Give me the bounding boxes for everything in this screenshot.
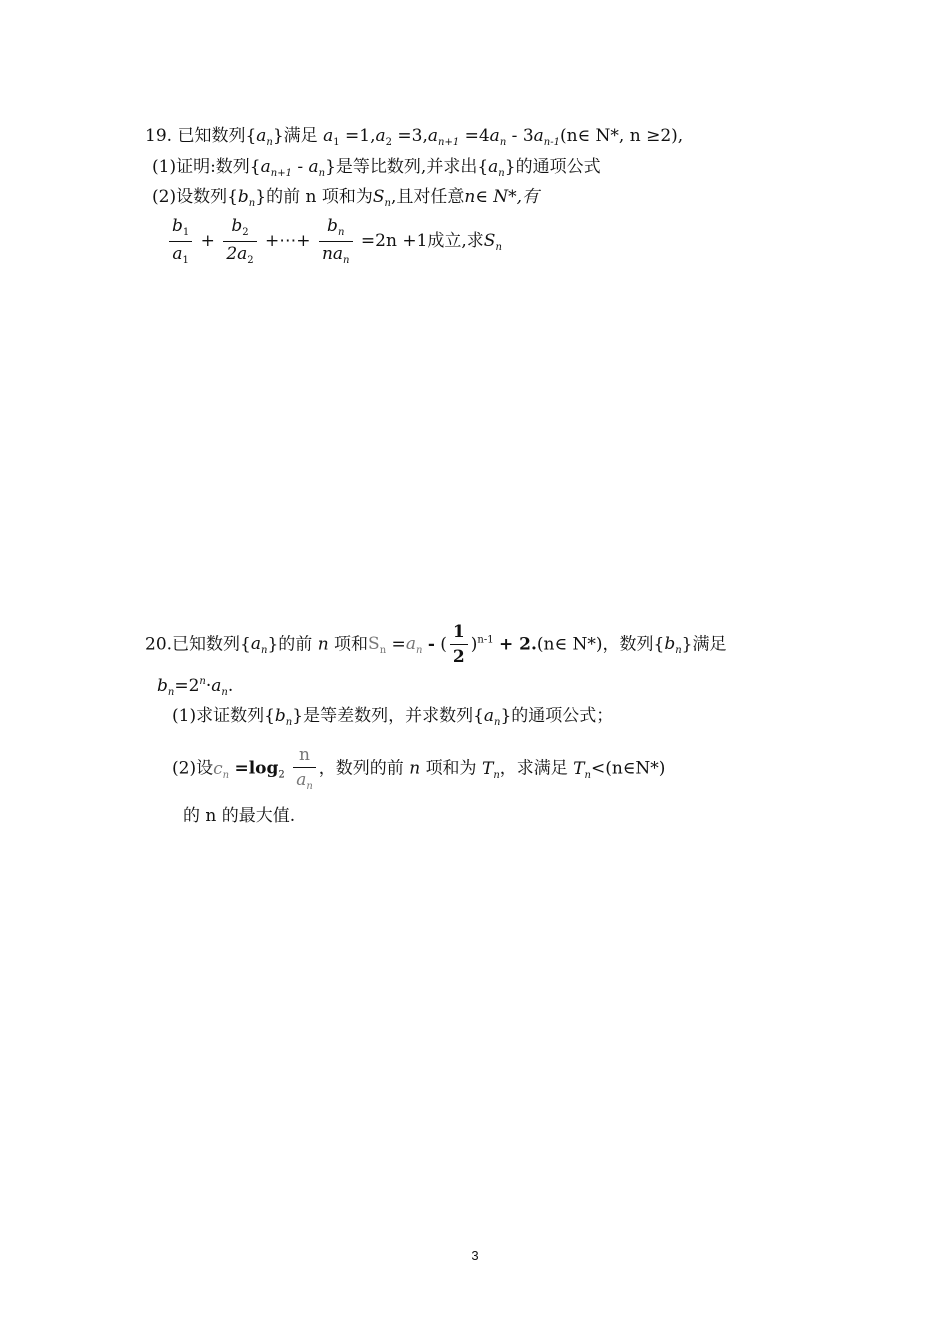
q19-part2: (2)设数列$\{b_n\}$的前 n 项和为$S_n$,且对任意n∈ N*,有 — [152, 187, 540, 209]
q19-equation: $\frac{b_1}{a_1}$ + $\frac{b_2}{2a_2}$ +⋯+ $\frac{b_n}{na_n}$ =2n +1成立,求$S_n$ — [166, 216, 502, 267]
q20-part1: (1)求证数列$\{b_n\}$是等差数列，并求数列$\{a_n\}$的通项公式； — [172, 706, 614, 728]
q19-stem: 19. 已知数列$\{a_n\}$满足 $a_1 =1,a_2 =3,a_{n+1} =4a_n$ - $3a_{n-1}(n\in$ N*, n ≥2), — [145, 126, 684, 148]
q19-part1: (1)证明:数列$\{a_{n+1} - a_n\}$是等比数列,并求出$\{a_n\}$的通项公式 — [152, 157, 601, 179]
q20-stem: 20.已知数列$\{a_n\}$的前 n 项和$S_n =a_n$ - ( $\frac{1}{2}$ )$^{n-1}$ + 2.(n∈ N*)，数列$\{b_n\}$满足 — [145, 622, 727, 668]
q20-part2-end: 的 n 的最大值. — [183, 806, 296, 826]
q20-line2: $b_n=2^n\cdot a_n$. — [157, 676, 234, 698]
page-number: 3 — [471, 1248, 479, 1263]
q20-part2: (2)设$c_n =\log_2$ $\frac{n}{a_n}$ ，数列的前 n 项和为 $T_n$，求满足 $T_n<(n\in N*)$ — [172, 745, 666, 793]
